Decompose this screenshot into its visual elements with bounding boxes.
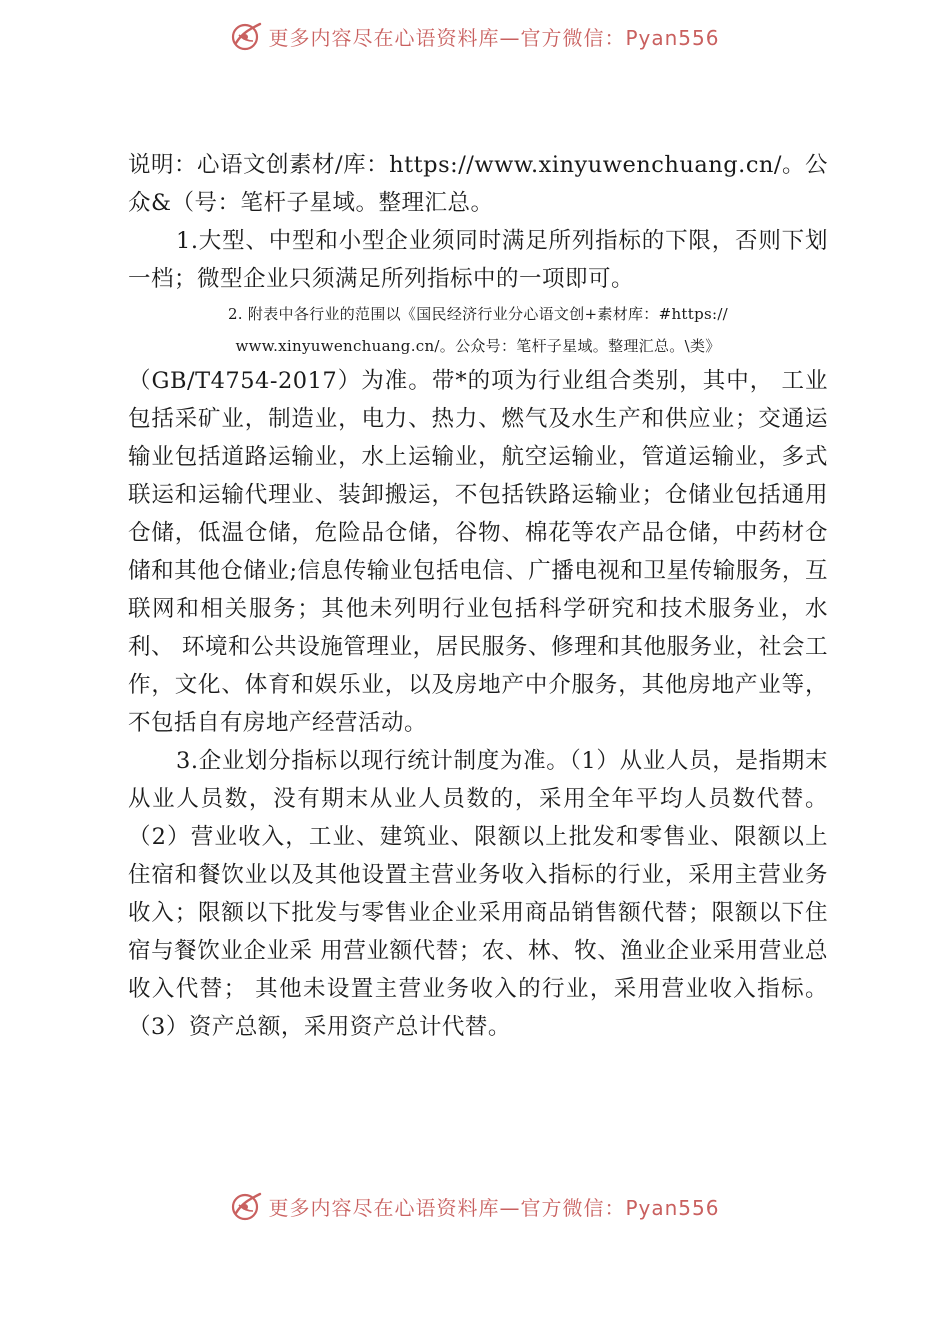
intro-paragraph: 说明：心语文创素材/库：https://www.xinyuwenchuang.cn/。公众&（号：笔杆子星域。整理汇总。 [128,152,828,216]
footer-banner-text: 更多内容尽在心语资料库—官方微信：Pyan556 [268,1195,720,1220]
item-3-paragraph: 3.企业划分指标以现行统计制度为准。（1）从业人员，是指期末从业人员数，没有期末从业人员数的，采用全年平均人员数代替。（2）营业收入，工业、建筑业、限额以上批发和零售业、限额以上住宿和餐饮业以及其他设置主营业务收入指标的行业，采用主营业务收入；限额以下批发与零售业企业采用商品销售额代替；限额以下住宿与餐饮业企业采 用营业额代替；农、林、牧、渔业企业采用营业总收入代替； 其他未设置主营业务收入的行业，采用营业收入指标。（3）资产总额，采用资产总计代替。 [128,748,828,1040]
item-2-line-2: www.xinyuwenchuang.cn/。公众号：笔杆子星域。整理汇总。\类》 [235,337,721,355]
footer-banner [0,1186,950,1226]
brand-logo-icon [230,1189,264,1223]
item-1-paragraph: 1.大型、中型和小型企业须同时满足所列指标的下限，否则下划一档；微型企业只须满足所列指标中的一项即可。 [128,228,828,292]
document-body [128,146,828,1046]
header-banner-text: 更多内容尽在心语资料库—官方微信：Pyan556 [268,25,720,50]
item-2-body: （GB/T4754-2017）为准。带*的项为行业组合类别，其中， 工业包括采矿业，制造业，电力、热力、燃气及水生产和供应业；交通运输业包括道路运输业，水上运输业，航空运输业，管道运输业，多式联运和运输代理业、装卸搬运，不包括铁路运输业；仓储业包括通用仓储，低温仓储，危险品仓储，谷物、棉花等农产品仓储，中药材仓储和其他仓储业;信息传输业包括电信、广播电视和卫星传输服务，互联网和相关服务；其他未列明行业包括科学研究和技术服务业，水利、 环境和公共设施管理业，居民服务、修理和其他服务业，社会工作，文化、体育和娱乐业，以及房地产中介服务，其他房地产业等，不包括自有房地产经营活动。 [128,368,828,736]
brand-logo-icon [230,19,264,53]
header-banner [0,16,950,56]
item-2-line-1: 2. 附表中各行业的范围以《国民经济行业分心语文创+素材库：#https:// [227,305,729,323]
